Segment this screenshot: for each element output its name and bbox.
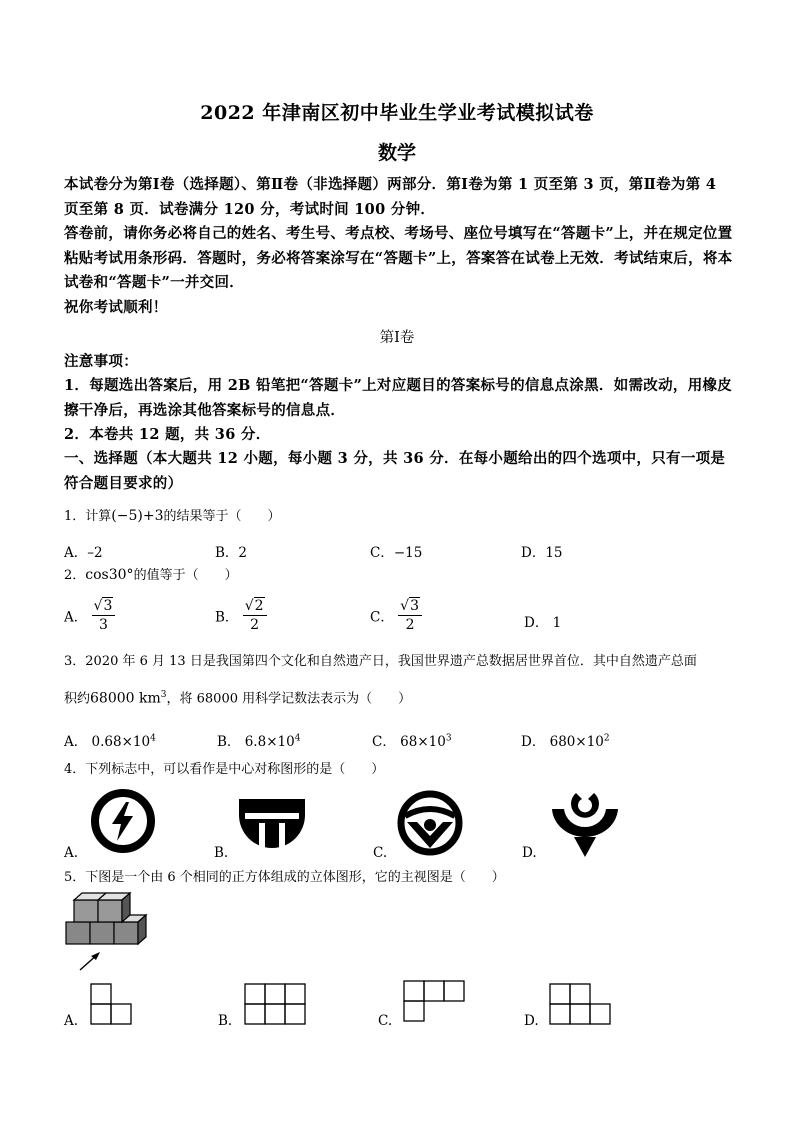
question-4-stem: 4．下列标志中，可以看作是中心对称图形的是（ ） <box>64 762 385 777</box>
question-1-stem: 1．计算(−5)+3的结果等于（ ） <box>64 508 281 524</box>
question-2-option-b: B． $\frac{√2}{2}$ <box>215 597 267 634</box>
question-4-option-a: A. <box>64 845 79 861</box>
question-3-option-a: A． $0.68\times 10^4$ <box>64 733 156 750</box>
subject-title: 数学 <box>377 142 416 164</box>
question-5-option-c: C. <box>378 1013 393 1029</box>
logo-a-lightning-icon <box>88 788 158 854</box>
question-2-stem: 2．cos30°的值等于（ ） <box>64 567 238 583</box>
question-4-option-d: D. <box>522 845 537 861</box>
intro-paragraph-3: 祝你考试顺利！ <box>64 299 168 316</box>
cube-stack-figure <box>64 890 154 975</box>
notice-title: 注意事项： <box>64 353 138 370</box>
logo-c-ring-v-icon <box>395 790 465 856</box>
front-view-option-b <box>244 983 308 1025</box>
question-1-option-d: D．15 <box>521 545 563 561</box>
question-5-stem: 5．下图是一个由 6 个相同的正方体组成的立体图形，它的主视图是（ ） <box>64 870 505 885</box>
question-4-option-c: C. <box>373 845 388 861</box>
question-3-option-b: B． $6.8\times 10^4$ <box>217 733 301 750</box>
question-5-option-d: D. <box>524 1013 539 1029</box>
part-one-heading: 一、选择题（本大题共 12 小题，每小题 3 分，共 36 分．在每小题给出的四个选项中，只有一项是符合题目要求的） <box>64 450 726 492</box>
question-3-option-d: D． $680\times 10^2$ <box>521 733 610 750</box>
logo-b-semicircle-icon <box>237 795 307 859</box>
question-2-option-a: A． $\frac{√3}{3}$ <box>64 597 115 634</box>
question-3-option-c: C． $68\times 10^3$ <box>372 733 452 750</box>
question-2-option-c: C． $\frac{√3}{2}$ <box>370 597 422 634</box>
question-2-option-d: D． 1 <box>524 615 562 631</box>
intro-paragraph-1: 本试卷分为第Ⅰ卷（选择题）、第Ⅱ卷（非选择题）两部分．第Ⅰ卷为第 1 页至第 3 页，第Ⅱ卷为第 4 页至第 8 页．试卷满分 120 分，考试时间 100 分钟． <box>64 176 717 218</box>
question-1-option-b: B．2 <box>215 545 248 561</box>
question-5-option-a: A. <box>64 1013 79 1029</box>
question-5-option-b: B. <box>218 1013 233 1029</box>
intro-paragraph-2: 答卷前，请你务必将自己的姓名、考生号、考点校、考场号、座位号填写在“答题卡”上，并在规定位置粘贴考试用条形码．答题时，务必将答案涂写在“答题卡”上，答案答在试卷上无效．考试结束后，将本试卷和“答题卡”一并交回． <box>64 225 733 292</box>
logo-d-drop-icon <box>548 787 622 859</box>
question-1-option-c: C．−15 <box>370 545 423 561</box>
notice-item-2: 2．本卷共 12 题，共 36 分． <box>64 426 271 443</box>
front-view-option-d <box>549 983 613 1025</box>
question-4-option-b: B. <box>214 845 229 861</box>
front-view-option-c <box>403 980 467 1024</box>
notice-item-1: 1．每题选出答案后，用 2B 铅笔把“答题卡”上对应题目的答案标号的信息点涂黑．如需改动，用橡皮擦干净后，再选涂其他答案标号的信息点． <box>64 377 733 419</box>
question-3-stem-line-2: 积约68000 $km^3$，将 68000 用科学记数法表示为（ ） <box>64 690 412 707</box>
question-3-stem-line-1: 3．2020 年 6 月 13 日是我国第四个文化和自然遗产日，我国世界遗产总数据居世界首位．其中自然遗产总面 <box>64 654 697 669</box>
section-label: 第Ⅰ卷 <box>379 330 415 346</box>
front-view-option-a <box>90 983 134 1025</box>
question-1-option-a: A．–2 <box>64 545 103 561</box>
exam-title: 2022 年津南区初中毕业生学业考试模拟试卷 <box>200 102 594 124</box>
